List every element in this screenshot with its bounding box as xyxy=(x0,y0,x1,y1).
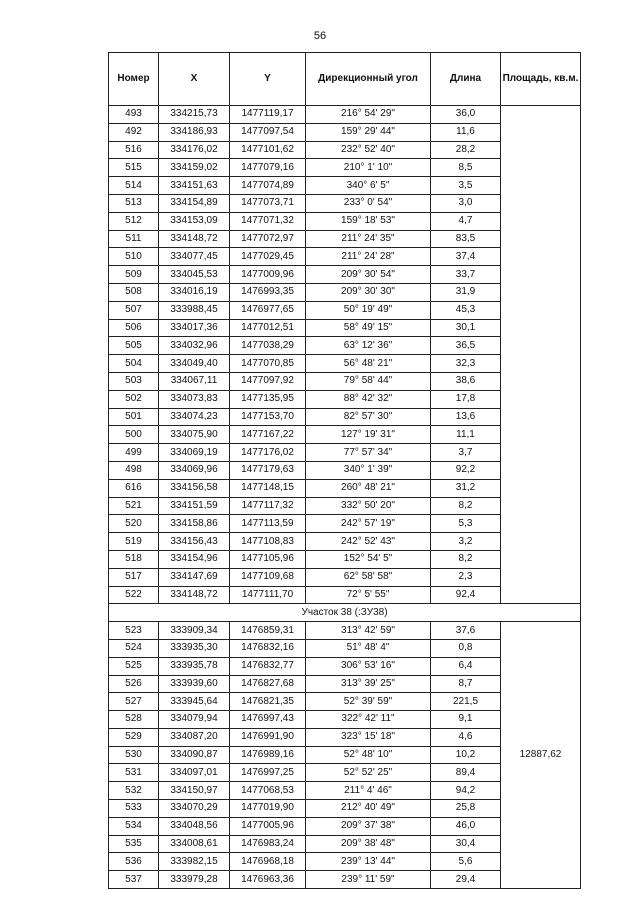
cell-length: 83,5 xyxy=(431,230,501,248)
header-row xyxy=(109,53,581,106)
cell-x: 334176,02 xyxy=(159,141,230,159)
cell-length: 36,0 xyxy=(431,106,501,124)
cell-x: 334075,90 xyxy=(159,426,230,444)
cell-length: 32,3 xyxy=(431,355,501,373)
cell-length: 10,2 xyxy=(431,746,501,764)
cell-y: 1477109,68 xyxy=(230,568,306,586)
cell-bearing: 210° 1' 10" xyxy=(306,159,431,177)
cell-length: 11,1 xyxy=(431,426,501,444)
cell-length: 2,3 xyxy=(431,568,501,586)
cell-bearing: 260° 48' 21" xyxy=(306,479,431,497)
cell-number: 498 xyxy=(109,461,159,479)
cell-bearing: 232° 52' 40" xyxy=(306,141,431,159)
cell-bearing: 209° 38' 48" xyxy=(306,835,431,853)
cell-y: 1476827,68 xyxy=(230,675,306,693)
cell-y: 1477101,62 xyxy=(230,141,306,159)
cell-y: 1476832,16 xyxy=(230,639,306,657)
cell-length: 31,2 xyxy=(431,479,501,497)
cell-length: 46,0 xyxy=(431,817,501,835)
cell-bearing: 77° 57' 34" xyxy=(306,444,431,462)
cell-number: 532 xyxy=(109,782,159,800)
cell-x: 334069,96 xyxy=(159,461,230,479)
cell-x: 334156,58 xyxy=(159,479,230,497)
cell-number: 499 xyxy=(109,444,159,462)
cell-x: 334032,96 xyxy=(159,337,230,355)
cell-length: 92,2 xyxy=(431,461,501,479)
cell-x: 333909,34 xyxy=(159,622,230,640)
cell-length: 5,6 xyxy=(431,853,501,871)
cell-x: 334077,45 xyxy=(159,248,230,266)
cell-number: 518 xyxy=(109,550,159,568)
cell-bearing: 52° 39' 59" xyxy=(306,693,431,711)
cell-y: 1476993,35 xyxy=(230,283,306,301)
cell-x: 334153,09 xyxy=(159,212,230,230)
cell-y: 1476963,36 xyxy=(230,871,306,889)
cell-bearing: 159° 29' 44" xyxy=(306,123,431,141)
cell-y: 1477097,92 xyxy=(230,372,306,390)
header-number: Номер xyxy=(109,53,159,106)
cell-x: 334049,40 xyxy=(159,355,230,373)
cell-x: 334148,72 xyxy=(159,230,230,248)
cell-number: 521 xyxy=(109,497,159,515)
cell-bearing: 72° 5' 55" xyxy=(306,586,431,604)
cell-y: 1477079,16 xyxy=(230,159,306,177)
table-row xyxy=(109,106,581,124)
cell-x: 334215,73 xyxy=(159,106,230,124)
cell-length: 11,6 xyxy=(431,123,501,141)
cell-y: 1476983,24 xyxy=(230,835,306,853)
cell-bearing: 82° 57' 30" xyxy=(306,408,431,426)
page-number: 56 xyxy=(313,30,327,42)
header-length: Длина xyxy=(431,53,501,106)
cell-number: 502 xyxy=(109,390,159,408)
cell-bearing: 242° 57' 19" xyxy=(306,515,431,533)
cell-number: 535 xyxy=(109,835,159,853)
section-label: Участок 38 (:ЗУ38) xyxy=(109,604,581,622)
cell-y: 1477009,96 xyxy=(230,266,306,284)
cell-number: 492 xyxy=(109,123,159,141)
cell-number: 526 xyxy=(109,675,159,693)
cell-bearing: 209° 30' 30" xyxy=(306,283,431,301)
cell-y: 1476968,18 xyxy=(230,853,306,871)
cell-number: 512 xyxy=(109,212,159,230)
cell-area: 12887,62 xyxy=(501,622,581,889)
cell-x: 334070,29 xyxy=(159,800,230,818)
cell-y: 1477111,70 xyxy=(230,586,306,604)
cell-number: 524 xyxy=(109,639,159,657)
cell-y: 1477176,02 xyxy=(230,444,306,462)
cell-number: 520 xyxy=(109,515,159,533)
header-y: Y xyxy=(230,53,306,106)
cell-length: 8,7 xyxy=(431,675,501,693)
cell-y: 1476991,90 xyxy=(230,728,306,746)
cell-number: 500 xyxy=(109,426,159,444)
cell-y: 1476989,16 xyxy=(230,746,306,764)
cell-length: 36,5 xyxy=(431,337,501,355)
cell-length: 8,2 xyxy=(431,550,501,568)
cell-x: 334016,19 xyxy=(159,283,230,301)
cell-number: 528 xyxy=(109,711,159,729)
cell-number: 519 xyxy=(109,533,159,551)
cell-bearing: 50° 19' 49" xyxy=(306,301,431,319)
cell-length: 30,4 xyxy=(431,835,501,853)
cell-x: 333982,15 xyxy=(159,853,230,871)
cell-x: 334097,01 xyxy=(159,764,230,782)
cell-length: 29,4 xyxy=(431,871,501,889)
cell-length: 4,6 xyxy=(431,728,501,746)
cell-bearing: 127° 19' 31" xyxy=(306,426,431,444)
cell-number: 507 xyxy=(109,301,159,319)
cell-number: 530 xyxy=(109,746,159,764)
cell-bearing: 152° 54' 5" xyxy=(306,550,431,568)
cell-length: 3,0 xyxy=(431,194,501,212)
cell-y: 1476859,31 xyxy=(230,622,306,640)
cell-length: 221,5 xyxy=(431,693,501,711)
cell-bearing: 340° 6' 5" xyxy=(306,177,431,195)
cell-y: 1477068,53 xyxy=(230,782,306,800)
cell-x: 333935,78 xyxy=(159,657,230,675)
section-row xyxy=(109,604,581,622)
cell-y: 1476832,77 xyxy=(230,657,306,675)
cell-bearing: 209° 30' 54" xyxy=(306,266,431,284)
cell-number: 517 xyxy=(109,568,159,586)
cell-x: 334017,36 xyxy=(159,319,230,337)
cell-number: 533 xyxy=(109,800,159,818)
cell-bearing: 216° 54' 29" xyxy=(306,106,431,124)
cell-length: 37,6 xyxy=(431,622,501,640)
cell-length: 25,8 xyxy=(431,800,501,818)
cell-length: 37,4 xyxy=(431,248,501,266)
cell-bearing: 88° 42' 32" xyxy=(306,390,431,408)
table-row xyxy=(109,622,581,640)
cell-y: 1477074,89 xyxy=(230,177,306,195)
cell-number: 536 xyxy=(109,853,159,871)
cell-bearing: 63° 12' 36" xyxy=(306,337,431,355)
cell-length: 13,6 xyxy=(431,408,501,426)
cell-x: 334151,59 xyxy=(159,497,230,515)
cell-bearing: 211° 24' 35" xyxy=(306,230,431,248)
cell-x: 334045,53 xyxy=(159,266,230,284)
cell-x: 334186,93 xyxy=(159,123,230,141)
cell-bearing: 51° 48' 4" xyxy=(306,639,431,657)
cell-x: 334087,20 xyxy=(159,728,230,746)
cell-bearing: 313° 42' 59" xyxy=(306,622,431,640)
cell-y: 1477019,90 xyxy=(230,800,306,818)
cell-bearing: 322° 42' 11" xyxy=(306,711,431,729)
table-body xyxy=(109,106,581,889)
cell-x: 334148,72 xyxy=(159,586,230,604)
cell-y: 1476997,25 xyxy=(230,764,306,782)
cell-y: 1477097,54 xyxy=(230,123,306,141)
cell-bearing: 340° 1' 39" xyxy=(306,461,431,479)
cell-y: 1476977,65 xyxy=(230,301,306,319)
cell-length: 28,2 xyxy=(431,141,501,159)
cell-number: 616 xyxy=(109,479,159,497)
cell-y: 1477005,96 xyxy=(230,817,306,835)
cell-length: 6,4 xyxy=(431,657,501,675)
cell-number: 527 xyxy=(109,693,159,711)
cell-y: 1477029,45 xyxy=(230,248,306,266)
cell-number: 508 xyxy=(109,283,159,301)
header-bearing: Дирекционный угол xyxy=(306,53,431,106)
cell-length: 3,7 xyxy=(431,444,501,462)
cell-length: 94,2 xyxy=(431,782,501,800)
cell-number: 516 xyxy=(109,141,159,159)
cell-length: 9,1 xyxy=(431,711,501,729)
cell-x: 334154,96 xyxy=(159,550,230,568)
cell-number: 509 xyxy=(109,266,159,284)
cell-x: 334079,94 xyxy=(159,711,230,729)
cell-y: 1477070,85 xyxy=(230,355,306,373)
cell-x: 334069,19 xyxy=(159,444,230,462)
cell-y: 1477012,51 xyxy=(230,319,306,337)
cell-number: 501 xyxy=(109,408,159,426)
cell-x: 334159,02 xyxy=(159,159,230,177)
cell-bearing: 159° 18' 53" xyxy=(306,212,431,230)
cell-x: 334147,69 xyxy=(159,568,230,586)
cell-bearing: 212° 40' 49" xyxy=(306,800,431,818)
cell-bearing: 233° 0' 54" xyxy=(306,194,431,212)
cell-number: 510 xyxy=(109,248,159,266)
cell-y: 1477179,63 xyxy=(230,461,306,479)
cell-length: 17,8 xyxy=(431,390,501,408)
cell-length: 4,7 xyxy=(431,212,501,230)
cell-number: 529 xyxy=(109,728,159,746)
cell-y: 1477167,22 xyxy=(230,426,306,444)
cell-x: 334048,56 xyxy=(159,817,230,835)
cell-y: 1477108,83 xyxy=(230,533,306,551)
cell-length: 5,3 xyxy=(431,515,501,533)
cell-bearing: 56° 48' 21" xyxy=(306,355,431,373)
cell-y: 1477113,59 xyxy=(230,515,306,533)
cell-length: 3,5 xyxy=(431,177,501,195)
cell-bearing: 211° 4' 46" xyxy=(306,782,431,800)
cell-bearing: 323° 15' 18" xyxy=(306,728,431,746)
cell-length: 8,2 xyxy=(431,497,501,515)
cell-number: 506 xyxy=(109,319,159,337)
cell-bearing: 79° 58' 44" xyxy=(306,372,431,390)
cell-number: 522 xyxy=(109,586,159,604)
cell-length: 45,3 xyxy=(431,301,501,319)
cell-bearing: 239° 13' 44" xyxy=(306,853,431,871)
cell-bearing: 211° 24' 28" xyxy=(306,248,431,266)
cell-number: 503 xyxy=(109,372,159,390)
header-area: Площадь, кв.м. xyxy=(501,53,581,106)
cell-bearing: 239° 11' 59" xyxy=(306,871,431,889)
cell-y: 1477072,97 xyxy=(230,230,306,248)
cell-x: 334151,63 xyxy=(159,177,230,195)
cell-y: 1476821,35 xyxy=(230,693,306,711)
cell-number: 534 xyxy=(109,817,159,835)
cell-x: 334090,87 xyxy=(159,746,230,764)
cell-bearing: 62° 58' 58" xyxy=(306,568,431,586)
cell-bearing: 58° 49' 15" xyxy=(306,319,431,337)
cell-x: 334067,11 xyxy=(159,372,230,390)
cell-y: 1477153,70 xyxy=(230,408,306,426)
header-x: X xyxy=(159,53,230,106)
cell-x: 334073,83 xyxy=(159,390,230,408)
cell-number: 523 xyxy=(109,622,159,640)
cell-number: 531 xyxy=(109,764,159,782)
cell-x: 334154,89 xyxy=(159,194,230,212)
cell-x: 334074,23 xyxy=(159,408,230,426)
cell-area xyxy=(501,106,581,604)
cell-x: 333935,30 xyxy=(159,639,230,657)
cell-bearing: 52° 48' 10" xyxy=(306,746,431,764)
cell-bearing: 242° 52' 43" xyxy=(306,533,431,551)
cell-bearing: 332° 50' 20" xyxy=(306,497,431,515)
cell-length: 30,1 xyxy=(431,319,501,337)
cell-length: 3,2 xyxy=(431,533,501,551)
cell-number: 513 xyxy=(109,194,159,212)
cell-y: 1477117,32 xyxy=(230,497,306,515)
cell-length: 89,4 xyxy=(431,764,501,782)
cell-y: 1477105,96 xyxy=(230,550,306,568)
cell-length: 33,7 xyxy=(431,266,501,284)
cell-length: 8,5 xyxy=(431,159,501,177)
cell-x: 334150,97 xyxy=(159,782,230,800)
cell-bearing: 52° 52' 25" xyxy=(306,764,431,782)
cell-length: 38,6 xyxy=(431,372,501,390)
cell-y: 1477119,17 xyxy=(230,106,306,124)
cell-number: 537 xyxy=(109,871,159,889)
cell-x: 333988,45 xyxy=(159,301,230,319)
cell-bearing: 209° 37' 38" xyxy=(306,817,431,835)
cell-number: 515 xyxy=(109,159,159,177)
cell-bearing: 313° 39' 25" xyxy=(306,675,431,693)
cell-y: 1476997,43 xyxy=(230,711,306,729)
cell-bearing: 306° 53' 16" xyxy=(306,657,431,675)
cell-x: 333945,64 xyxy=(159,693,230,711)
cell-number: 504 xyxy=(109,355,159,373)
coordinates-table xyxy=(108,52,581,889)
cell-y: 1477148,15 xyxy=(230,479,306,497)
cell-number: 505 xyxy=(109,337,159,355)
cell-x: 334008,61 xyxy=(159,835,230,853)
cell-length: 92,4 xyxy=(431,586,501,604)
cell-length: 0,8 xyxy=(431,639,501,657)
cell-x: 334156,43 xyxy=(159,533,230,551)
cell-length: 31,9 xyxy=(431,283,501,301)
cell-y: 1477073,71 xyxy=(230,194,306,212)
cell-number: 514 xyxy=(109,177,159,195)
cell-y: 1477135,95 xyxy=(230,390,306,408)
cell-x: 333979,28 xyxy=(159,871,230,889)
cell-number: 511 xyxy=(109,230,159,248)
cell-x: 333939,60 xyxy=(159,675,230,693)
cell-number: 493 xyxy=(109,106,159,124)
cell-y: 1477071,32 xyxy=(230,212,306,230)
cell-number: 525 xyxy=(109,657,159,675)
cell-y: 1477038,29 xyxy=(230,337,306,355)
cell-x: 334158,86 xyxy=(159,515,230,533)
